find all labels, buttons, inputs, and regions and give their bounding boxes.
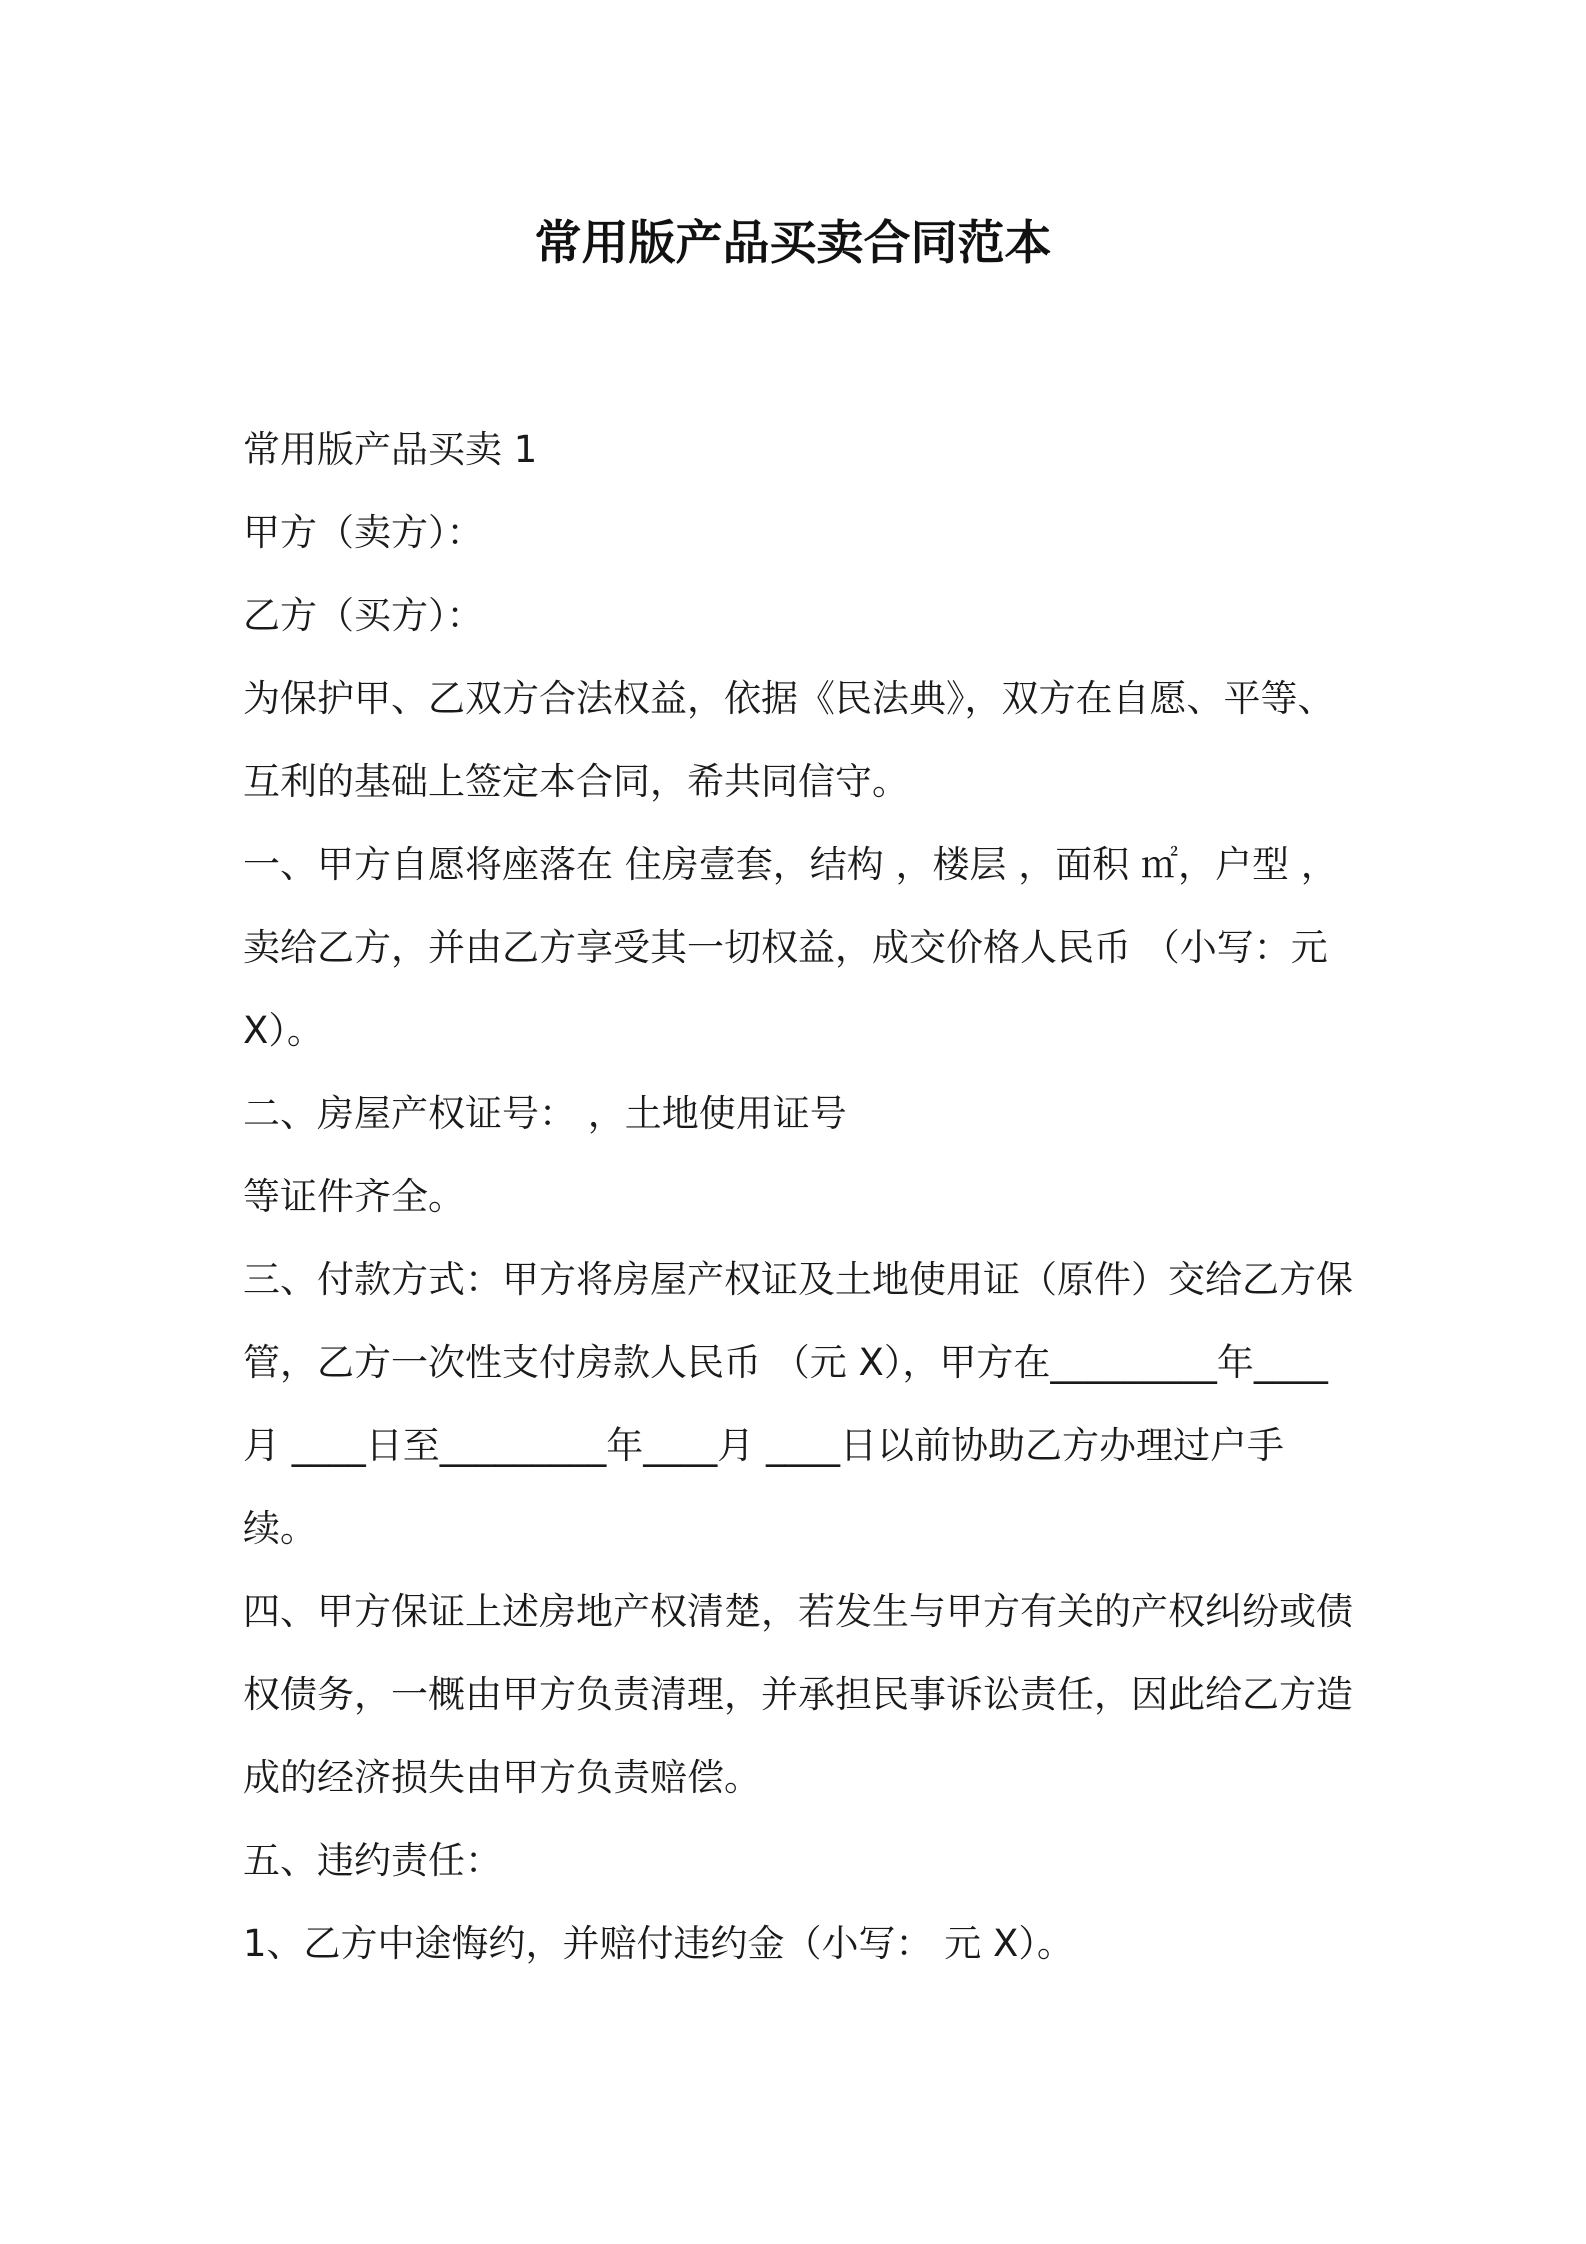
clause-3-line-4: 续。 bbox=[243, 1507, 317, 1550]
clause-4-line-2: 权债务，一概由甲方负责清理，并承担民事诉讼责任，因此给乙方造 bbox=[243, 1673, 1353, 1716]
clause-5-heading: 五、违约责任： bbox=[243, 1839, 502, 1882]
contract-body bbox=[243, 408, 1373, 1985]
document-title: 常用版产品买卖合同范本 bbox=[534, 216, 1052, 271]
party-b-line: 乙方（买方）： bbox=[243, 594, 484, 637]
clause-3-line-1: 三、付款方式：甲方将房屋产权证及土地使用证（原件）交给乙方保 bbox=[243, 1258, 1353, 1301]
clause-1-line-2: 卖给乙方，并由乙方享受其一切权益，成交价格人民币 （小写：元 bbox=[243, 926, 1328, 969]
preamble-line-2: 互利的基础上签定本合同，希共同信守。 bbox=[243, 760, 909, 803]
clause-1-line-3: X）。 bbox=[243, 1009, 324, 1052]
clause-1-line-1: 一、甲方自愿将座落在 住房壹套，结构 ，楼层 ，面积 ㎡，户型 ， bbox=[243, 843, 1338, 886]
preamble-line-1: 为保护甲、乙双方合法权益，依据《民法典》，双方在自愿、平等、 bbox=[243, 677, 1335, 720]
clause-2-line-1: 二、房屋产权证号： ，土地使用证号 bbox=[243, 1092, 847, 1135]
clause-2-line-2: 等证件齐全。 bbox=[243, 1175, 465, 1218]
clause-3-line-3: 月 ____日至_________年____月 ____日以前协助乙方办理过户手 bbox=[243, 1424, 1285, 1467]
clause-4-line-3: 成的经济损失由甲方负责赔偿。 bbox=[243, 1756, 761, 1799]
subtitle-line: 常用版产品买卖 1 bbox=[243, 428, 538, 471]
clause-4-line-1: 四、甲方保证上述房地产权清楚，若发生与甲方有关的产权纠纷或债 bbox=[243, 1590, 1353, 1633]
clause-3-line-2: 管，乙方一次性支付房款人民币 （元 X），甲方在_________年____ bbox=[243, 1341, 1328, 1384]
party-a-line: 甲方（卖方）： bbox=[243, 511, 484, 554]
clause-5-item-1: 1、乙方中途悔约，并赔付违约金（小写： 元 X）。 bbox=[243, 1922, 1074, 1965]
